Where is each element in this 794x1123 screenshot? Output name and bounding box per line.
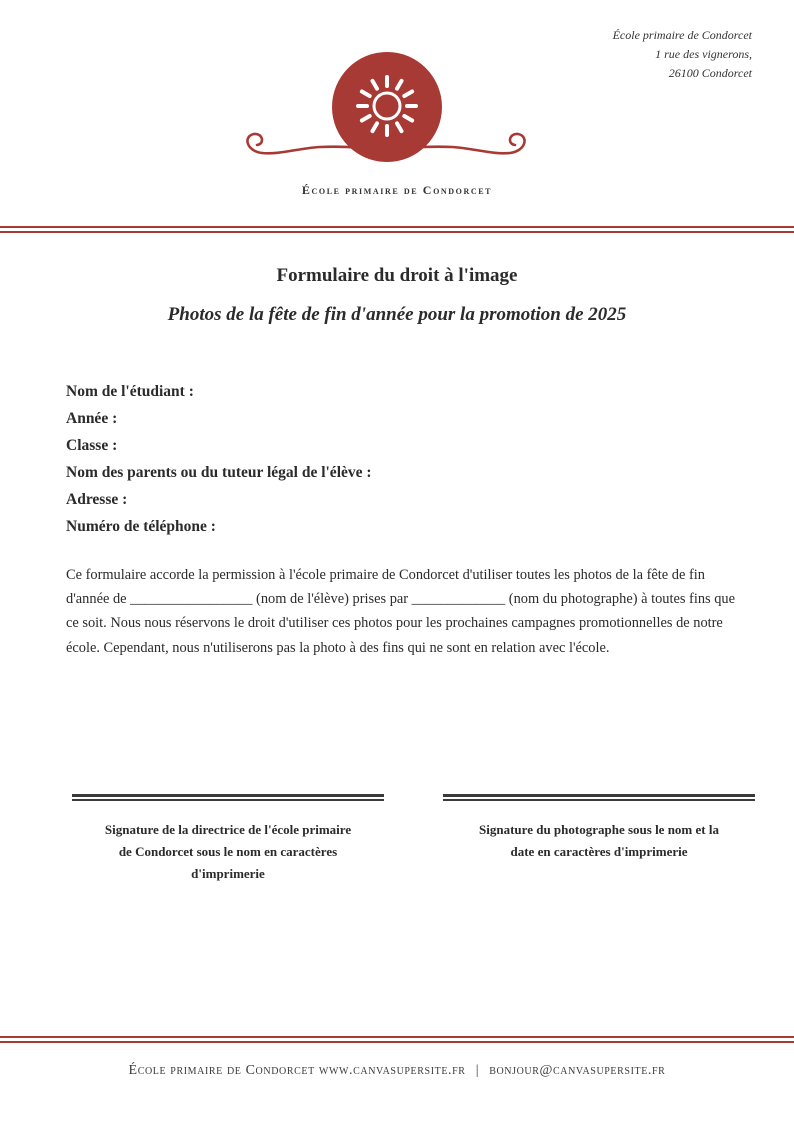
page-subtitle: Photos de la fête de fin d'année pour la promotion de 2025 (167, 304, 627, 325)
footer-separator: | (475, 1063, 480, 1078)
signature-block-photographer (443, 794, 755, 863)
field-student-name: Nom de l'étudiant : (66, 383, 194, 400)
signature-line (443, 794, 755, 801)
consent-paragraph: Ce formulaire accorde la permission à l'école primaire de Condorcet d'utiliser toutes les photos de la fête de fin d'année de _________________ (nom de l'élève) prises par _____________ (nom du photographe) à toutes fins que ce soit. Nous nous réservons le droit d'utiliser ces photos pour les prochaines campagnes promotionnelles de notre école. Cependant, nous n'utiliserons pas la photo à des fins qui ne sont en relation avec l'école. (66, 567, 736, 656)
signature-block-director (72, 794, 384, 885)
field-phone: Numéro de téléphone : (66, 518, 216, 535)
page-title: Formulaire du droit à l'image (276, 265, 518, 286)
logo-circle (332, 52, 442, 162)
address-line-3: 26100 Condorcet (668, 66, 752, 80)
field-year: Année : (66, 410, 118, 427)
footer-email: bonjour@canvasupersite.fr (489, 1063, 666, 1078)
school-logo (240, 52, 532, 164)
footer-divider (0, 1036, 794, 1043)
footer-school-name: École primaire de Condorcet (128, 1063, 315, 1078)
field-address: Adresse : (66, 491, 128, 508)
field-parents-name: Nom des parents ou du tuteur légal de l'élève : (66, 464, 372, 481)
signature-caption-photographer: Signature du photographe sous le nom et la date en caractères d'imprimerie (479, 822, 719, 859)
footer (0, 1063, 794, 1079)
address-line-1: École primaire de Condorcet (612, 28, 752, 42)
signature-caption-director: Signature de la directrice de l'école primaire de Condorcet sous le nom en caractères d'imprimerie (104, 822, 352, 881)
school-name-heading: École primaire de Condorcet (301, 183, 493, 197)
signature-line (72, 794, 384, 801)
address-line-2: 1 rue des vignerons, (655, 47, 752, 61)
field-class: Classe : (66, 437, 118, 454)
footer-website: www.canvasupersite.fr (318, 1063, 466, 1078)
header-divider (0, 226, 794, 233)
student-info-fields (66, 378, 726, 540)
